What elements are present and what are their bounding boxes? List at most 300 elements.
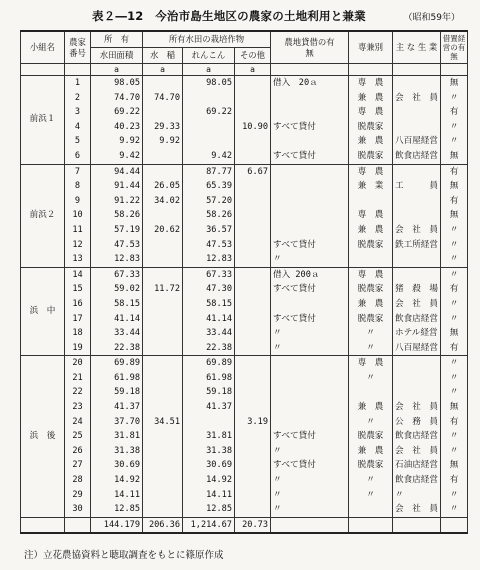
farm-number: 18: [65, 326, 91, 341]
debt-status: 無: [441, 326, 468, 341]
lease-status: 借入 20ａ: [271, 76, 349, 91]
owned-area: 22.38: [91, 341, 143, 356]
lease-status: 〃: [271, 502, 349, 517]
header-category: 専兼別: [349, 31, 393, 64]
lease-status: [271, 164, 349, 179]
totals-blank: [271, 517, 349, 533]
other-area: [235, 458, 271, 473]
total-lotus-area: 1,214.67: [183, 517, 235, 533]
lotus-area: 33.44: [183, 326, 235, 341]
unit-lotus: a: [183, 64, 235, 76]
farm-number: 23: [65, 400, 91, 415]
farm-category: 脱農家: [349, 120, 393, 135]
header-rice: 水 稲: [143, 48, 183, 64]
farm-category: 専 農: [349, 356, 393, 371]
debt-status: 有: [441, 341, 468, 356]
rice-area: [143, 429, 183, 444]
lease-status: すべて貸付: [271, 282, 349, 297]
farm-number: 12: [65, 238, 91, 253]
table-row: [21, 120, 468, 135]
farm-number: 14: [65, 267, 91, 282]
debt-status: 〃: [441, 312, 468, 327]
main-job: 飲食店経営: [393, 312, 441, 327]
lotus-area: 14.11: [183, 488, 235, 503]
owned-area: 67.33: [91, 267, 143, 282]
lotus-area: 98.05: [183, 76, 235, 91]
rice-area: [143, 105, 183, 120]
header-lotus: れんこん: [183, 48, 235, 64]
owned-area: 74.70: [91, 91, 143, 106]
other-area: 10.90: [235, 120, 271, 135]
lotus-area: 31.38: [183, 444, 235, 459]
lotus-area: 41.14: [183, 312, 235, 327]
farm-number: 26: [65, 444, 91, 459]
owned-area: 69.89: [91, 356, 143, 371]
debt-status: 〃: [441, 429, 468, 444]
table-row: [21, 194, 468, 209]
main-job: [393, 105, 441, 120]
group-name: 前浜２: [21, 164, 65, 267]
debt-status: 有: [441, 105, 468, 120]
farm-number: 7: [65, 164, 91, 179]
lotus-area: 69.22: [183, 105, 235, 120]
owned-area: 30.69: [91, 458, 143, 473]
table-row: [21, 267, 468, 282]
owned-area: 59.02: [91, 282, 143, 297]
lease-status: 〃: [271, 326, 349, 341]
rice-area: [143, 341, 183, 356]
farm-category: 脱農家: [349, 429, 393, 444]
table-row: [21, 164, 468, 179]
main-job: 八百屋経営: [393, 134, 441, 149]
farm-category: 〃: [349, 415, 393, 430]
debt-status: 無: [441, 400, 468, 415]
debt-status: 〃: [441, 238, 468, 253]
unit-area: a: [91, 64, 143, 76]
unit-other: a: [235, 64, 271, 76]
main-job: [393, 194, 441, 209]
farm-category: 兼 農: [349, 444, 393, 459]
lease-status: [271, 297, 349, 312]
farm-number: 21: [65, 371, 91, 386]
farm-category: 脱農家: [349, 282, 393, 297]
lease-status: 〃: [271, 488, 349, 503]
header-paddy-area: 水田面積: [91, 48, 143, 64]
rice-area: [143, 208, 183, 223]
main-job: 猪 殺 場: [393, 282, 441, 297]
header-main-job: 主 な 生 業: [393, 31, 441, 64]
farm-number: 5: [65, 134, 91, 149]
lotus-area: 69.89: [183, 356, 235, 371]
header-group: 小組名: [21, 31, 65, 64]
farm-category: 専 農: [349, 105, 393, 120]
lease-status: [271, 105, 349, 120]
farm-category: 脱農家: [349, 458, 393, 473]
lotus-area: 14.92: [183, 473, 235, 488]
debt-status: 有: [441, 415, 468, 430]
group-name: 浜 後: [21, 356, 65, 518]
debt-status: 無: [441, 458, 468, 473]
main-job: [393, 267, 441, 282]
main-job: 工 員: [393, 179, 441, 194]
lease-status: [271, 223, 349, 238]
table-row: [21, 444, 468, 459]
table-row: [21, 473, 468, 488]
group-name: 前浜１: [21, 76, 65, 165]
farm-category: 脱農家: [349, 149, 393, 164]
header-other: その他: [235, 48, 271, 64]
main-job: 会 社 員: [393, 297, 441, 312]
farm-category: 兼 農: [349, 400, 393, 415]
farm-number: 8: [65, 179, 91, 194]
debt-status: 無: [441, 179, 468, 194]
table-row: [21, 400, 468, 415]
other-area: [235, 105, 271, 120]
lotus-area: [183, 415, 235, 430]
lotus-area: 12.83: [183, 252, 235, 267]
farm-category: [349, 385, 393, 400]
main-job: [393, 371, 441, 386]
lotus-area: 67.33: [183, 267, 235, 282]
lease-status: 借入 200ａ: [271, 267, 349, 282]
owned-area: 91.22: [91, 194, 143, 209]
farm-number: 15: [65, 282, 91, 297]
totals-blank: [441, 517, 468, 533]
debt-status: 無: [441, 76, 468, 91]
lotus-area: 47.53: [183, 238, 235, 253]
lease-status: すべて貸付: [271, 120, 349, 135]
debt-status: 無: [441, 149, 468, 164]
rice-area: [143, 400, 183, 415]
farm-category: [349, 252, 393, 267]
rice-area: [143, 297, 183, 312]
lotus-area: 59.18: [183, 385, 235, 400]
owned-area: 98.05: [91, 76, 143, 91]
farm-category: [349, 194, 393, 209]
debt-status: 有: [441, 164, 468, 179]
lotus-area: 22.38: [183, 341, 235, 356]
lease-status: [271, 385, 349, 400]
farm-number: 19: [65, 341, 91, 356]
other-area: [235, 208, 271, 223]
farm-category: 〃: [349, 488, 393, 503]
other-area: [235, 312, 271, 327]
farm-category: 兼 農: [349, 223, 393, 238]
lease-status: [271, 179, 349, 194]
lotus-area: 58.26: [183, 208, 235, 223]
debt-status: 有: [441, 194, 468, 209]
owned-area: 58.15: [91, 297, 143, 312]
farm-category: 〃: [349, 371, 393, 386]
debt-status: 〃: [441, 134, 468, 149]
rice-area: 34.02: [143, 194, 183, 209]
table-row: [21, 282, 468, 297]
header-crops: 所有水田の栽培作物: [143, 31, 271, 48]
other-area: [235, 488, 271, 503]
lease-status: [271, 91, 349, 106]
debt-status: 有: [441, 282, 468, 297]
lease-status: 〃: [271, 444, 349, 459]
lease-status: [271, 134, 349, 149]
totals-blank: [349, 517, 393, 533]
farm-number: 4: [65, 120, 91, 135]
totals-no-blank: [65, 517, 91, 533]
farm-number: 9: [65, 194, 91, 209]
lotus-area: 61.98: [183, 371, 235, 386]
main-job: 会 社 員: [393, 91, 441, 106]
farm-category: 兼 農: [349, 91, 393, 106]
lease-status: すべて貸付: [271, 149, 349, 164]
other-area: [235, 223, 271, 238]
rice-area: [143, 149, 183, 164]
unit-row: [21, 64, 468, 76]
main-job: 会 社 員: [393, 502, 441, 517]
farm-category: 専 農: [349, 267, 393, 282]
debt-status: 有: [441, 473, 468, 488]
rice-area: 34.51: [143, 415, 183, 430]
lotus-area: 31.81: [183, 429, 235, 444]
lotus-area: 87.77: [183, 164, 235, 179]
other-area: [235, 238, 271, 253]
rice-area: [143, 326, 183, 341]
other-area: [235, 371, 271, 386]
main-job: 公 務 員: [393, 415, 441, 430]
totals-label-blank: [21, 517, 65, 533]
land-use-table: [20, 30, 468, 534]
other-area: [235, 356, 271, 371]
rice-area: [143, 164, 183, 179]
other-area: [235, 429, 271, 444]
era-note: （昭和59年）: [403, 13, 460, 23]
main-job: 鉄工所経営: [393, 238, 441, 253]
lotus-area: [183, 134, 235, 149]
owned-area: 31.81: [91, 429, 143, 444]
rice-area: 26.05: [143, 179, 183, 194]
owned-area: 94.44: [91, 164, 143, 179]
lotus-area: 9.42: [183, 149, 235, 164]
other-area: 6.67: [235, 164, 271, 179]
owned-area: 47.53: [91, 238, 143, 253]
other-area: [235, 400, 271, 415]
owned-area: 40.23: [91, 120, 143, 135]
lease-status: [271, 356, 349, 371]
owned-area: 14.11: [91, 488, 143, 503]
debt-status: 〃: [441, 444, 468, 459]
owned-area: 57.19: [91, 223, 143, 238]
owned-area: 58.26: [91, 208, 143, 223]
group-name: 浜 中: [21, 267, 65, 356]
main-job: 石油店経営: [393, 458, 441, 473]
rice-area: [143, 473, 183, 488]
table-row: [21, 134, 468, 149]
main-job: [393, 252, 441, 267]
debt-status: 〃: [441, 371, 468, 386]
other-area: [235, 385, 271, 400]
other-area: [235, 76, 271, 91]
farm-number: 27: [65, 458, 91, 473]
farm-number: 17: [65, 312, 91, 327]
other-area: [235, 297, 271, 312]
farm-number: 1: [65, 76, 91, 91]
debt-status: 〃: [441, 120, 468, 135]
lotus-area: 41.37: [183, 400, 235, 415]
farm-category: 兼 農: [349, 297, 393, 312]
rice-area: 74.70: [143, 91, 183, 106]
table-row: [21, 371, 468, 386]
rice-area: [143, 267, 183, 282]
farm-category: 脱農家: [349, 238, 393, 253]
rice-area: [143, 252, 183, 267]
farm-category: 〃: [349, 341, 393, 356]
lotus-area: 65.39: [183, 179, 235, 194]
table-body: [21, 64, 468, 534]
table-row: [21, 488, 468, 503]
debt-status: 〃: [441, 252, 468, 267]
table-row: [21, 341, 468, 356]
lotus-area: 58.15: [183, 297, 235, 312]
other-area: [235, 149, 271, 164]
header-owned: 所 有: [91, 31, 143, 48]
owned-area: 9.42: [91, 149, 143, 164]
other-area: [235, 91, 271, 106]
owned-area: 41.37: [91, 400, 143, 415]
lotus-area: 47.30: [183, 282, 235, 297]
owned-area: 61.98: [91, 371, 143, 386]
table-row: [21, 326, 468, 341]
farm-number: 16: [65, 297, 91, 312]
lease-status: 〃: [271, 473, 349, 488]
total-other-area: 20.73: [235, 517, 271, 533]
rice-area: 20.62: [143, 223, 183, 238]
debt-status: 〃: [441, 488, 468, 503]
lease-status: すべて貸付: [271, 458, 349, 473]
rice-area: [143, 238, 183, 253]
farm-number: 24: [65, 415, 91, 430]
owned-area: 12.85: [91, 502, 143, 517]
table-row: [21, 385, 468, 400]
main-job: [393, 76, 441, 91]
farm-number: 10: [65, 208, 91, 223]
main-job: 八百屋経営: [393, 341, 441, 356]
farm-category: 〃: [349, 473, 393, 488]
debt-status: 〃: [441, 223, 468, 238]
lease-status: [271, 415, 349, 430]
table-row: [21, 415, 468, 430]
main-job: [393, 120, 441, 135]
main-job: [393, 164, 441, 179]
farm-category: 兼 業: [349, 179, 393, 194]
debt-status: 〃: [441, 502, 468, 517]
farm-category: [349, 502, 393, 517]
other-area: [235, 194, 271, 209]
other-area: [235, 267, 271, 282]
debt-status: 無: [441, 208, 468, 223]
main-job: 会 社 員: [393, 400, 441, 415]
other-area: [235, 326, 271, 341]
debt-status: 〃: [441, 297, 468, 312]
main-job: ホテル経営: [393, 326, 441, 341]
farm-number: 22: [65, 385, 91, 400]
other-area: [235, 252, 271, 267]
owned-area: 9.92: [91, 134, 143, 149]
other-area: [235, 282, 271, 297]
farm-number: 30: [65, 502, 91, 517]
total-rice-area: 206.36: [143, 517, 183, 533]
rice-area: 9.92: [143, 134, 183, 149]
owned-area: 31.38: [91, 444, 143, 459]
rice-area: 11.72: [143, 282, 183, 297]
farm-number: 20: [65, 356, 91, 371]
lease-status: [271, 194, 349, 209]
farm-category: 脱農家: [349, 312, 393, 327]
lotus-area: 30.69: [183, 458, 235, 473]
table-row: [21, 429, 468, 444]
table-row: [21, 208, 468, 223]
farm-number: 6: [65, 149, 91, 164]
table-row: [21, 252, 468, 267]
lotus-area: [183, 91, 235, 106]
lotus-area: 36.57: [183, 223, 235, 238]
owned-area: 41.14: [91, 312, 143, 327]
farm-number: 28: [65, 473, 91, 488]
table-row: [21, 105, 468, 120]
lease-status: 〃: [271, 341, 349, 356]
lotus-area: [183, 120, 235, 135]
header-lease: 農地貸借の有 無: [271, 31, 349, 64]
debt-status: 〃: [441, 385, 468, 400]
farm-number: 13: [65, 252, 91, 267]
lease-status: 〃: [271, 252, 349, 267]
other-area: [235, 502, 271, 517]
table-row: [21, 76, 468, 91]
main-job: 飲食店経営: [393, 149, 441, 164]
table-row: [21, 312, 468, 327]
rice-area: [143, 488, 183, 503]
owned-area: 37.70: [91, 415, 143, 430]
total-owned-area: 144.179: [91, 517, 143, 533]
main-job: 飲食店経営: [393, 473, 441, 488]
farm-category: 〃: [349, 326, 393, 341]
farm-number: 3: [65, 105, 91, 120]
farm-category: 専 農: [349, 208, 393, 223]
table-row: [21, 149, 468, 164]
main-job: 会 社 員: [393, 223, 441, 238]
rice-area: [143, 356, 183, 371]
owned-area: 33.44: [91, 326, 143, 341]
lotus-area: 12.85: [183, 502, 235, 517]
header-farm-no: 農家番号: [65, 31, 91, 64]
farm-category: 兼 農: [349, 134, 393, 149]
unit-rice: a: [143, 64, 183, 76]
debt-status: 〃: [441, 267, 468, 282]
table-row: [21, 356, 468, 371]
lease-status: すべて貸付: [271, 429, 349, 444]
table-title: 表２―12 今治市島生地区の農家の土地利用と兼業: [92, 9, 366, 23]
lease-status: すべて貸付: [271, 312, 349, 327]
farm-number: 29: [65, 488, 91, 503]
totals-blank: [393, 517, 441, 533]
rice-area: [143, 371, 183, 386]
main-job: 〃: [393, 488, 441, 503]
main-job: [393, 208, 441, 223]
farm-category: 専 農: [349, 76, 393, 91]
other-area: [235, 341, 271, 356]
lotus-area: 57.20: [183, 194, 235, 209]
lease-status: すべて貸付: [271, 238, 349, 253]
header-debt: 借置経営の有無: [441, 31, 468, 64]
rice-area: [143, 458, 183, 473]
rice-area: [143, 502, 183, 517]
